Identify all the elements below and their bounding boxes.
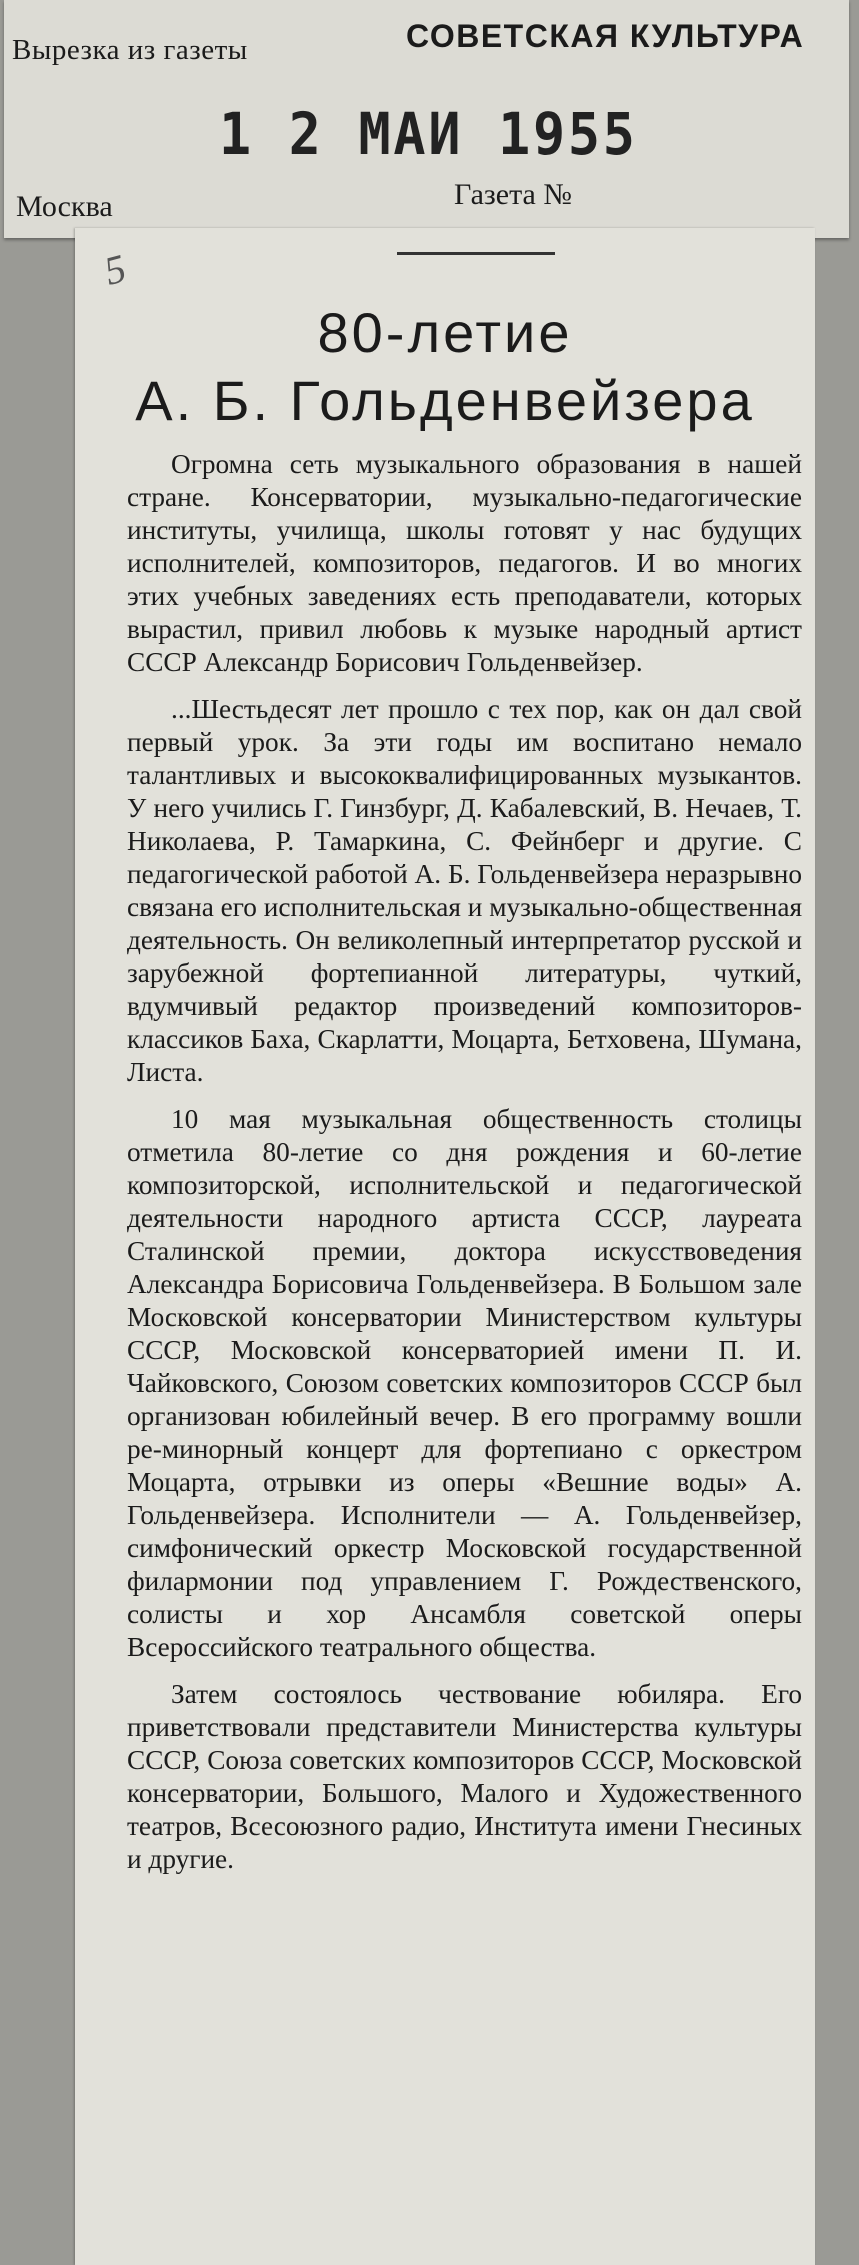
date-stamp: 1 2 МАИ 1955 xyxy=(219,100,638,168)
pencil-mark: 5 xyxy=(99,245,131,294)
clipping-label-slip xyxy=(4,0,849,238)
city-label: Москва xyxy=(16,190,113,223)
paragraph: 10 мая музыкальная общественность столицы отметила 80-летие со дня рождения и 60-летие композиторской, исполнительской и педагогической деятельности народного артиста СССР, лауреата Сталинской премии, доктора искусствоведения Александра Борисовича Гольденвейзера. В Большом зале Московской консерватории Министерством культуры СССР, Московской консерваторией имени П. И. Чайковского, Союзом советских композиторов СССР был организован юбилейный вечер. В его программу вошли ре-минорный концерт для фортепиано с оркестром Моцарта, отрывки из оперы «Вешние воды» А. Гольденвейзера. Исполнители — А. Гольденвейзер, симфонический оркестр Московской государственной филармонии под управлением Г. Рождественского, солисты и хор Ансамбля советской оперы Всероссийского театрального общества. xyxy=(127,1104,802,1662)
headline-line-1: 80-летие xyxy=(317,301,573,364)
paragraph: ...Шестьдесят лет прошло с тех пор, как он дал свой первый урок. За эти годы им воспитано немало талантливых и высококвалифицированных музыкантов. У него учились Г. Гинзбург, Д. Кабалевский, В. Нечаев, Т. Николаева, Р. Тамаркина, С. Фейнберг и другие. С педагогической работой А. Б. Гольденвейзера неразрывно связана его исполнительская и музыкально-общественная деятельность. Он великолепный интерпретатор русской и зарубежной фортепианной литературы, чуткий, вдумчивый редактор произведений композиторов-классиков Баха, Скарлатти, Моцарта, Бетховена, Шумана, Листа. xyxy=(127,694,803,1087)
newspaper-name: СОВЕТСКАЯ КУЛЬТУРА xyxy=(406,18,805,54)
article-body xyxy=(127,448,802,1890)
headline-line-2: А. Б. Гольденвейзера xyxy=(135,369,755,432)
clipping-from-label: Вырезка из газеты xyxy=(12,34,248,66)
paragraph: Огромна сеть музыкального образования в нашей стране. Консерватории, музыкально-педагогические институты, училища, школы готовят у нас будущих исполнителей, композиторов, педагогов. И во многих этих учебных заведениях есть преподаватели, которых вырастил, привил любовь к музыке народный артист СССР Александр Борисович Гольденвейзер. xyxy=(127,449,802,677)
top-rule xyxy=(397,252,555,255)
newspaper-clipping xyxy=(75,228,815,2265)
gazeta-number-label: Газета № xyxy=(454,178,572,211)
paragraph: Затем состоялось чествование юбиляра. Его приветствовали представители Министерства культуры СССР, Союза советских композиторов СССР, Московской консерватории, Большого, Малого и Художественного театров, Всесоюзного радио, Института имени Гнесиных и другие. xyxy=(127,1679,802,1874)
